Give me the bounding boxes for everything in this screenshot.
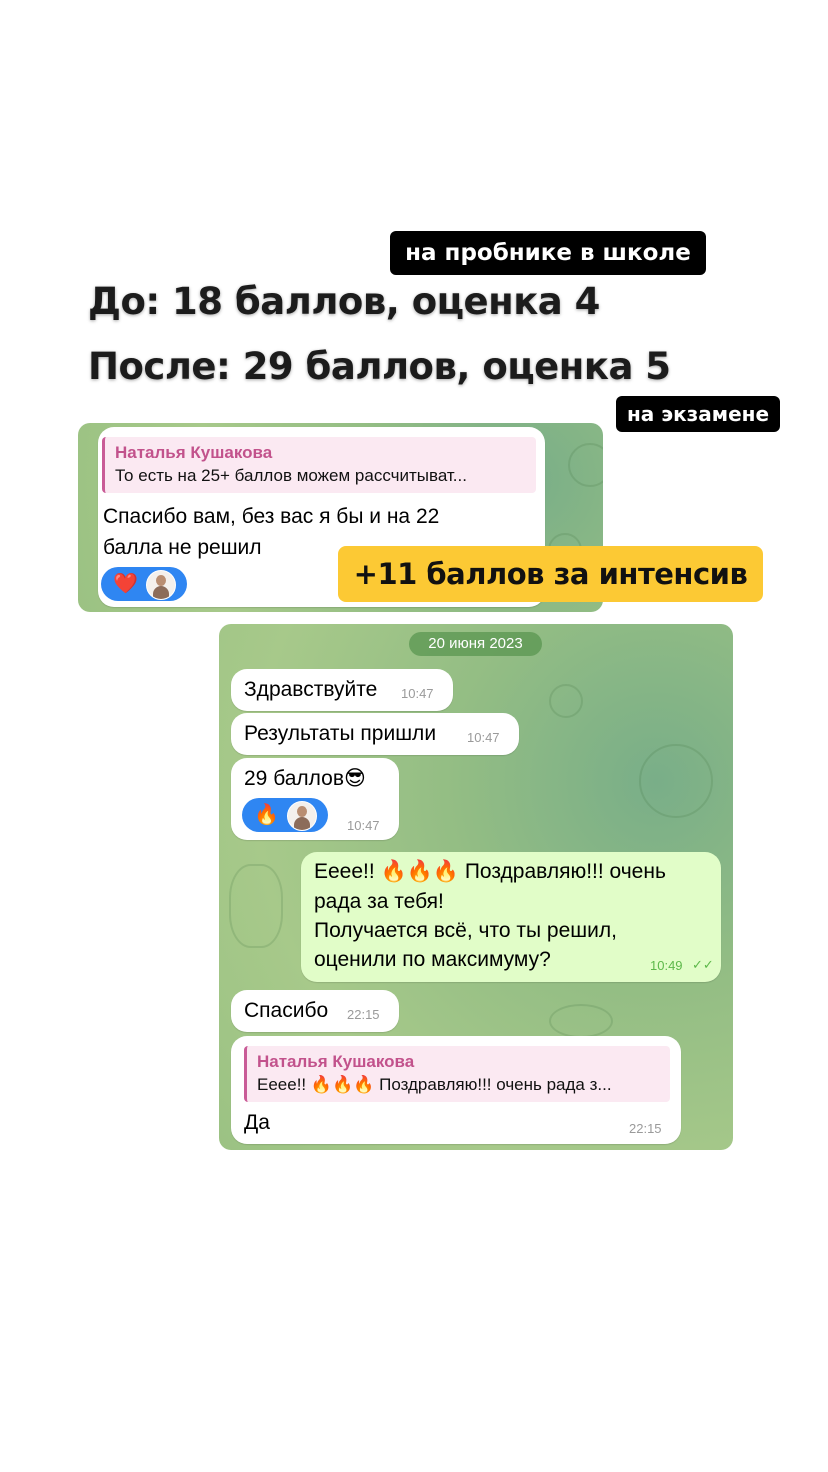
- message-text: Здравствуйте: [244, 678, 378, 701]
- outgoing-message-bubble[interactable]: [301, 852, 721, 982]
- before-score-heading: До: 18 баллов, оценка 4: [88, 280, 600, 323]
- promo-badge: +11 баллов за интенсив: [338, 546, 763, 602]
- message-time: 10:47: [467, 730, 500, 745]
- message-text-line: рада за тебя!: [314, 890, 444, 913]
- fire-icon: 🔥: [254, 804, 279, 826]
- message-time: 10:47: [401, 686, 434, 701]
- reply-quote[interactable]: [244, 1046, 670, 1102]
- message-bubble[interactable]: [231, 713, 519, 755]
- message-time: 22:15: [629, 1121, 662, 1136]
- reply-author: Наталья Кушакова: [115, 443, 273, 462]
- heart-icon: ❤️: [113, 573, 138, 595]
- message-bubble[interactable]: [231, 758, 399, 840]
- reply-text: То есть на 25+ баллов можем рассчитыват...: [115, 466, 467, 485]
- avatar: [146, 570, 176, 600]
- message-time: 22:15: [347, 1007, 380, 1022]
- message-text: Спасибо: [244, 999, 329, 1022]
- reply-author: Наталья Кушакова: [257, 1052, 415, 1071]
- double-check-icon: ✓✓: [692, 957, 714, 972]
- reply-quote[interactable]: [102, 437, 536, 493]
- message-text: 29 баллов😎: [244, 767, 366, 790]
- message-text-line: Спасибо вам, без вас я бы и на 22: [103, 505, 440, 528]
- message-text: Да: [244, 1111, 270, 1134]
- message-text-line: балла не решил: [103, 536, 262, 559]
- date-separator: 20 июня 2023: [409, 632, 542, 656]
- reply-text: Ееее!! 🔥🔥🔥 Поздравляю!!! очень рада з...: [257, 1075, 612, 1094]
- message-bubble[interactable]: [231, 669, 453, 711]
- exam-tag: на экзамене: [616, 396, 780, 432]
- reaction-chip[interactable]: [101, 567, 187, 601]
- message-time: 10:49: [650, 958, 683, 973]
- message-time: 10:47: [347, 818, 380, 833]
- message-text-line: оценили по максимуму?: [314, 948, 551, 971]
- message-text: Результаты пришли: [244, 722, 437, 745]
- message-text-line: Получается всё, что ты решил,: [314, 919, 617, 942]
- school-mock-exam-tag: на пробнике в школе: [390, 231, 706, 275]
- reaction-chip[interactable]: [242, 798, 328, 832]
- chat-screenshot-2: [219, 624, 733, 1150]
- message-bubble[interactable]: [231, 1036, 681, 1144]
- after-score-heading: После: 29 баллов, оценка 5: [88, 345, 671, 388]
- avatar: [287, 801, 317, 831]
- message-bubble[interactable]: [231, 990, 399, 1032]
- message-text-line: Ееее!! 🔥🔥🔥 Поздравляю!!! очень: [314, 860, 666, 883]
